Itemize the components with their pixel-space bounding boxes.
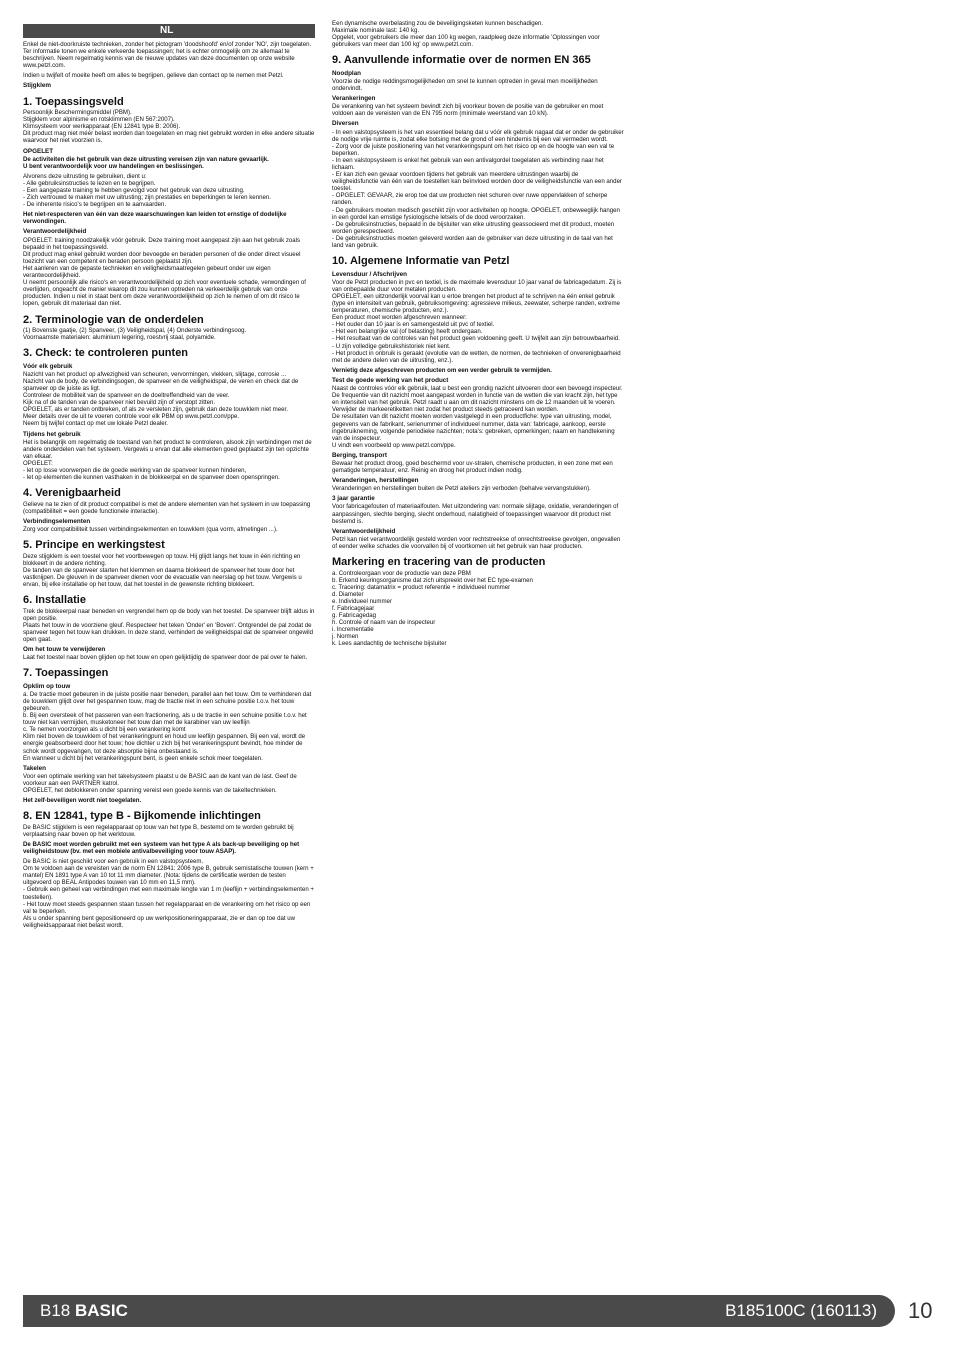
section-10-liability-label: Verantwoordelijkheid (332, 527, 396, 535)
section-9-rescue: Voorzie de nodige reddingsmogelijkheden om snel te kunnen optreden in geval men moeilijkheden ondervindt. (332, 77, 598, 93)
section-4-connectors: Zorg voor compatibiliteit tussen verbindingselementen en touwklem (qua vorm, afmetingen ...). (23, 525, 278, 533)
right-column (332, 20, 626, 651)
section-9-misc: - In een valstopsysteem is het van essentieel belang dat u vóór elk gebruik nagaat dat er onder de gebruiker de nodige vrije ruimte is, zodat elke botsing met de grond of een hindernis bij een val vermeden wordt. - Zorg voor de juiste positionering van het verankeringspunt om het risico op en de hoogte van een val te beperken. - In een valstopsysteem is enkel het gebruik van een antivalgordel toegelaten als verbinding naar het lichaam. - Er kan zich een gevaar voordoen tijdens het gebruik van meerdere uitrustingen waarbij de veiligheidsfunctie van één van de toestellen kan beïnvloed worden door de veiligheidsfunctie van een ander toestel. - OPGELET: GEVAAR, zie erop toe dat uw producten niet schuren over ruwe oppervlakken of scherpe randen. - De gebruikers moeten medisch geschikt zijn voor activiteiten op hoogte. OPGELET, onbeweeglijk hangen in een gordel kan ernstige fysiologische letsels of de dood veroorzaken. - De gebruiksinstructies, bepaald in de bijsluiter van elke uitrusting geassocieerd met dit product, moeten worden gerespecteerd. - De gebruiksinstructies moeten geleverd worden aan de gebruiker van deze uitrusting in de taal van het land van gebruik. (332, 128, 624, 250)
section-10-test: Naast de controles vóór elk gebruik, laat u best een grondig nazicht uitvoeren door een bevoegd inspecteur. De frequentie van dit nazicht moet aangepast worden in functie van de wetten die van kracht zijn, het type en intensiteit van het gebruik. Petzl raadt u aan om dit nazicht minstens om de 12 maanden uit te voeren. Verwijder de markeeretiketten niet zodat het product steeds getraceerd kan worden. De resultaten van dit nazicht moeten worden vastgelegd in een productfiche: type van uitrusting, model, gegevens van de fabrikant, serienummer of individueel nummer, data van: fabricage, aankoop, eerste ingebruikneming, volgende periodieke nazichten; nota's: gebreken, opmerkingen; naam en handtekening van de inspecteur. U vindt een voorbeeld op www.petzl.com/ppe. (332, 385, 623, 449)
section-10-destroy: Vernietig deze afgeschreven producten om een verder gebruik te vermijden. (332, 366, 552, 374)
intro-product-label: Stijgklem (23, 82, 51, 90)
section-5-text: Deze stijgklem is een toestel voor het voortbewegen op touw. Hij glijdt langs het touw in één richting en blokkeert in de andere richting. De tanden van de spanveer starten het klemmen en daarna blokkeert de spanveer het touw door het vastknijpen. De gleuven in de spanveer dienen voor de evacuatie van neerslag op het touw. Vergewis u ervan, bij elke installatie op het touw, dat het toestel in de gewenste richting blokkeert. (23, 552, 302, 588)
section-10-storage: Bewaar het product droog, goed beschermd voor uv-stralen, chemische producten, in een zone met een gematigde temperatuur, enz. Reinig en droog het product indien nodig. (332, 459, 613, 475)
section-7-hauling-label: Takelen (23, 764, 46, 772)
section-1-warning: De activiteiten die het gebruik van deze uitrusting vereisen zijn van nature gevaarlijk. U bent verantwoordelijk voor uw handelingen en beslissingen. (23, 155, 269, 170)
section-7-ascent-label: Opklim op touw (23, 682, 71, 690)
section-4-text: Gelieve na te zien of dit product compatibel is met de andere elementen van het systeem in uw toepassing (compatibiliteit = een goede functionele interactie). (23, 500, 311, 515)
section-3-during: Het is belangrijk om regelmatig de toestand van het product te controleren, alsook zijn verbindingen met de andere onderdelen van het systeem. Vergewis u ervan dat alle elementen goed geplaatst zijn ten opzichte van elkaar. OPGELET: - let op losse voorwerpen die de goede werking van de spanveer kunnen hinderen, - let op elementen die kunnen vasthaken in de blokkeerpal en de spanveer doen openspringen. (23, 438, 312, 482)
section-4-connectors-label: Verbindingselementen (23, 517, 91, 525)
section-8-details: De BASIC is niet geschikt voor een gebruik in een valstopsysteem. Om te voldoen aan de vereisten van de norm EN 12841: 2006 type B, gebruik semistatische touwen (kern + mantel) EN 1891 type A van 10 tot 11 mm diameter. (Nota: tijdens de certificatie werden de testen uitgevoerd op BEAL Antipodes touwen van 10 mm en 11,5 mm). - Gebruik een geheel van verbindingen met een maximale lengte van 1 m (leeflijn + verbindingselementen + toestellen). - Het touw moet steeds gespannen staan tussen het regelapparaat en de verankering om het risico op een val te beperken. Als u onder spanning bent gepositioneerd op uw werkpositioneringapparaat, zie er dan op toe dat uw veiligheidsapparaat niet belast wordt. (23, 858, 314, 929)
section-9-rescue-label: Noodplan (332, 69, 362, 77)
section-10-title: 10. Algemene Informatie van Petzl (332, 255, 510, 268)
section-10-modifications: Veranderingen en herstellingen buiten de Petzl ateliers zijn verboden (behalve vervangstukken). (332, 485, 591, 493)
section-10-storage-label: Berging, transport (332, 451, 387, 459)
section-6-remove-label: Om het touw te verwijderen (23, 646, 106, 653)
section-2-title: 2. Terminologie van de onderdelen (23, 313, 204, 326)
language-label: NL (160, 25, 174, 36)
footer-bar (23, 1295, 895, 1327)
section-1-prereq: Alvorens deze uitrusting te gebruiken, dient u: - Alle gebruiksinstructies te lezen en te begrijpen. - Een aangepaste training te hebben gevolgd voor het gebruik van deze uitrusting. - Zich vertrouwd te maken met uw uitrusting; zijn prestaties en beperkingen te leren kennen. - De inherente risico's te begrijpen en te aanvaarden. (23, 172, 271, 209)
section-10-warranty: Voor fabricagefouten of materiaalfouten. Met uitzondering van: normale slijtage, oxidatie, veranderingen of aanpassingen, slechte berging, slecht onderhoud, nalatigheid of toepassingen waarvoor dit product niet bestemd is. (332, 503, 619, 525)
section-11-list: a. Controleorgaan voor de productie van deze PBM b. Erkend keuringsorganisme dat zich uitspreekt over het EC type-examen c. Tracering: datamatrix = product referentie + individueel nummer d. Diameter e. Individueel nummer f. Fabricagejaar g. Fabricagedag h. Controle of naam van de inspecteur i. Incrementatie j. Normen k. Lees aandachtig de technische bijsluiter (332, 569, 533, 648)
section-1-responsibility-label: Verantwoordelijkheid (23, 228, 87, 236)
section-9-anchors: De verankering van het systeem bevindt zich bij voorkeur boven de positie van de gebruiker en moet voldoen aan de vereisten van de EN 795 norm (minimale weerstand van 10 kN). (332, 103, 604, 118)
section-1-warning-2: Het niet-respecteren van één van deze waarschuwingen kan leiden tot ernstige of dodelijke verwondingen. (23, 211, 287, 226)
section-3-before: Nazicht van het product op afwezigheid van scheuren, vervormingen, vlekken, slijtage, corrosie ... Nazicht van de body, de verbindingsogen, de spanveer en de veiligheidspal, de veren en check dat de spanveer op de juiste as ligt. Controleer de mobiliteit van de spanveer en de doeltreffendheid van de veer. Kijk na of de tanden van de spanveer niet bevuild zijn of verstopt zitten. OPGELET, als er tanden ontbreken, of als ze versleten zijn, gebruik dan deze touwklem niet meer. Meer details over de uit te voeren controle voor elk PBM op www.petzl.com/ppe. Neem bij twijfel contact op met uw lokale Petzl dealer. (23, 370, 299, 428)
section-9-title: 9. Aanvullende informatie over de normen EN 365 (332, 54, 591, 67)
section-3-before-label: Vóór elk gebruik (23, 362, 73, 370)
footer-model (40, 1301, 128, 1321)
intro-contact: Indien u twijfelt of moeite heeft om alles te begrijpen, gelieve dan contact op te nemen met Petzl. (23, 72, 284, 80)
section-6-title: 6. Installatie (23, 594, 86, 607)
section-4-title: 4. Verenigbaarheid (23, 487, 121, 500)
section-1-title: 1. Toepassingsveld (23, 95, 124, 108)
section-9-misc-label: Diversen (332, 120, 359, 128)
section-10-liability: Petzl kan niet verantwoordelijk gesteld worden voor rechtstreekse of onrechtstreekse gevolgen, ongevallen of eender welke schades die voorvallen bij of voortkomen uit het gebruik van haar producten. (332, 535, 621, 550)
continued-text: Een dynamische overbelasting zou de beveiligingsketen kunnen beschadigen. Maximale nominale last: 140 kg. Opgelet, voor gebruikers die meer dan 100 kg wegen, raadpleeg deze informatie 'Oplossingen voor gebruikers van meer dan 100 kg' op www.petzl.com. (332, 20, 600, 49)
page-number: 10 (908, 1298, 933, 1323)
section-8-title: 8. EN 12841, type B - Bijkomende inlichtingen (23, 810, 261, 823)
section-7-ascent: a. De tractie moet gebeuren in de juiste positie naar beneden, parallel aan het touw. Om te verhinderen dat de touwklem glijdt over het gespannen touw, mag de tractie niet in een schuine positie t.o.v. het touw gebeuren. b. Bij een oversteek of het passeren van een fractionering, als u de tractie in een schuine positie t.o.v. het touw niet kan vermijden, musketoneer het touw dan met de karabiner van uw leeflijn c. Te nemen voorzorgen als u dicht bij een verankering komt Klim niet boven de touwklem of het verankeringpunt en houd uw leeflijn gespannen. Bij een val, wordt de energie geabsorbeerd door het touw; hoe dichter u zich bij het verankeringspunt bevindt, hoe minder de schok wordt opgevangen, tot deze absorptie bijna onbestaand is. En wanneer u dicht bij het verankeringspunt bent, is geen enkele schok meer toegelaten. (23, 690, 312, 762)
section-6-text: Trek de blokkeerpal naar beneden en vergrendel hem op de body van het toestel. De spanveer blijft aldus in open positie. Plaats het touw in de voorziene gleuf. Respecteer het teken 'Onder' en 'Boven'. Ontgrendel de pal zodat de spanveer tegen het touw kan drukken. In deze stand, verhindert de veiligheidspal dat de spanveer ongewild open gaat. (23, 607, 315, 643)
left-column (23, 20, 315, 932)
section-6-remove: Laat het toestel naar boven glijden op het touw en open gelijktijdig de spanveer door de pal over te halen. (23, 654, 308, 662)
intro-paragraph: Enkel de niet-doorkruiste technieken, zonder het pictogram 'doodshoofd' en/of zonder 'NO', zijn toegelaten. Ter informatie tonen we enkele verkeerde toepassingen; het is echter onmogelijk om ze allemaal te beschrijven. Neem regelmatig kennis van de nieuwe updates van deze documenten op onze website www.petzl.com. (23, 41, 312, 70)
section-8-text: De BASIC stijgklem is een regelapparaat op touw van het type B, bestemd om te worden gebruikt bij verplaatsing naar boven op het werktouw. (23, 823, 294, 838)
section-2-text: (1) Bovenste gaatje, (2) Spanveer, (3) Veiligheidspal, (4) Onderste verbindingsoog. Voornaamste materialen: aluminium legering, roestvrij staal, polyamide. (23, 327, 247, 342)
section-1-warning-label: OPGELET (23, 147, 54, 155)
language-bar (23, 24, 315, 38)
section-10-test-label: Test de goede werking van het product (332, 376, 449, 384)
section-10-lifetime-label: Levensduur / Afschrijven (332, 270, 407, 278)
footer-doc-ref: B185100C (160113) (725, 1301, 877, 1320)
section-3-title: 3. Check: te controleren punten (23, 347, 189, 360)
section-1-responsibility: OPGELET: training noodzakelijk vóór gebruik. Deze training moet aangepast zijn aan het gebruik zoals bepaald in het toepassingsveld. Dit product mag enkel gebruikt worden door bevoegde en beraden personen of die onder direct visueel toezicht van een competent en beraden persoon geplaatst zijn. Het aanleren van de gepaste technieken en veiligheidsmaatregelen gebeurt onder uw eigen verantwoordelijkheid. U neemt persoonlijk alle risico's en verantwoordelijkheid op zich voor eventuele schade, verwondingen of overlijden, ongeacht de manier waarop dit zou kunnen optreden na verkeerdelijk gebruik van onze producten. Indien u niet in staat bent om deze verantwoordelijkheid op zich te nemen of om dit risico te lopen, gebruik dit materiaal dan niet. (23, 236, 306, 308)
section-11-title: Markering en tracering van de producten (332, 556, 546, 568)
section-1-text: Persoonlijk Beschermingsmiddel (PBM). Stijgklem voor alpinisme en rotsklimmen (EN 567:2007). Klimsysteem voor werkapparaat (EN 12841 type B: 2006). Dit product mag niet méér belast worden dan toegelaten en mag niet gebruikt worden in elke andere situatie waarvoor het niet voorzien is. (23, 109, 315, 145)
model-name: BASIC (74, 1301, 128, 1320)
section-7-hauling: Voor een optimale werking van het takelsysteem plaatst u de BASIC aan de kant van de last. Geef de voorkeur aan een PARTNER katrol. OPGELET, het deblokkeren onder spanning vereist een goede kennis van de takeltechnieken. (23, 772, 297, 794)
section-9-anchors-label: Verankeringen (332, 95, 376, 103)
section-10-warranty-label: 3 jaar garantie (332, 495, 375, 503)
section-8-warning: De BASIC moet worden gebruikt met een systeem van het type A als back-up beveiliging op het veiligheidstouw (bv. met een mobiele antivalbeveiliging voor touw ASAP). (23, 840, 300, 855)
section-7-warning: Het zelf-beveiligen wordt niet toegelaten. (23, 797, 142, 805)
section-10-modifications-label: Veranderingen, herstellingen (332, 477, 419, 485)
model-code: B18 (40, 1301, 71, 1320)
section-3-during-label: Tijdens het gebruik (23, 430, 81, 438)
section-10-lifetime: Voor de Petzl producten in pvc en textiel, is de maximale levensduur 10 jaar vanaf de fabricagedatum. Zij is van onbepaalde duur voor metalen producten. OPGELET, een uitzonderlijk voorval kan u ertoe brengen het product af te schrijven na één enkel gebruik (type en intensiteit van gebruik, gebruiksomgeving: agressieve milieus, zeewater, scherpe randen, extreme temperaturen, chemische producten, enz.). Een product moet worden afgeschreven wanneer: - Het ouder dan 10 jaar is en samengesteld uit pvc of textiel. - Het een belangrijke val (of belasting) heeft ondergaan. - Het resultaat van de controles van het product geen voldoening geeft. U twijfelt aan zijn betrouwbaarheid. - U zijn volledige gebruikshistoriek niet kent. - Het product in onbruik is geraakt (evolutie van de wetten, de normen, de technieken of onverenigbaarheid met de andere delen van de uitrusting, enz.). (332, 278, 622, 364)
section-7-title: 7. Toepassingen (23, 667, 109, 680)
section-5-title: 5. Principe en werkingstest (23, 539, 165, 552)
